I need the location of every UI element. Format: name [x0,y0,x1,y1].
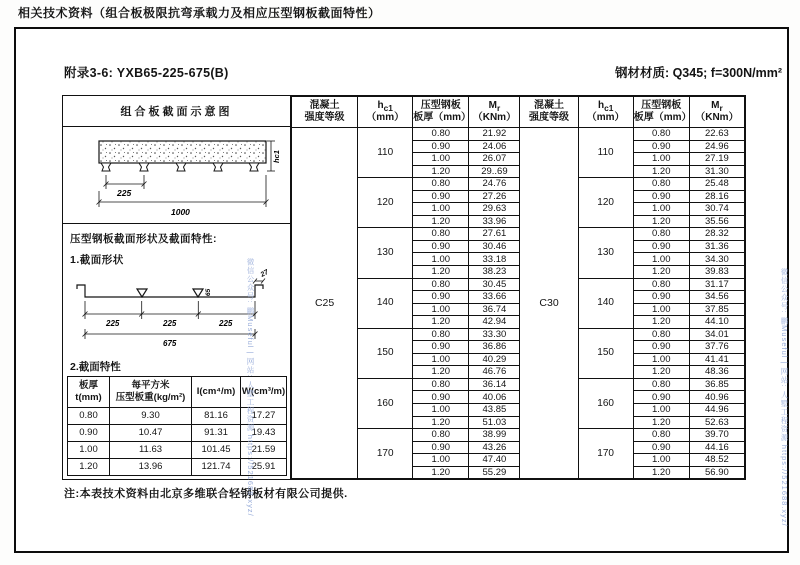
moment-resistance-cell: 39.83 [689,266,744,279]
moment-resistance-cell: 26.07 [469,153,520,166]
moment-resistance-cell: 41.41 [689,353,744,366]
hc1-value-cell: 170 [358,429,413,479]
moment-resistance-cell: 24.06 [469,140,520,153]
moment-resistance-cell: 55.29 [469,466,520,479]
sheet-thickness-cell: 1.00 [633,404,689,417]
slab-rib-spacing-dim: 225 [117,188,132,198]
moment-resistance-cell: 39.70 [689,429,744,442]
moment-resistance-cell: 27.61 [469,228,520,241]
slab-total-width-dim: 1000 [171,207,190,217]
hc1-value-cell: 150 [358,328,413,378]
sheet-thickness-cell: 0.80 [633,378,689,391]
moment-resistance-cell: 36.14 [469,378,520,391]
sheet-thickness-cell: 1.20 [413,266,469,279]
table-row [292,178,745,191]
hc1-value-cell: 130 [578,228,633,278]
moment-resistance-cell: 30.45 [469,278,520,291]
appendix-heading: 附录3-6: YXB65-225-675(B) [64,66,229,80]
header-hc1: $h_{c1}$ （mm） [358,97,413,128]
hc1-value-cell: 110 [358,128,413,178]
moment-resistance-cell: 51.03 [469,416,520,429]
sheet-thickness-cell: 1.20 [413,366,469,379]
sheet-thickness-cell: 0.90 [413,441,469,454]
moment-resistance-cell: 44.96 [689,404,744,417]
inertia-cell: 91.31 [192,425,241,442]
moment-resistance-cell: 46.76 [469,366,520,379]
moment-resistance-cell: 40.96 [689,391,744,404]
moment-resistance-cell: 25.48 [689,178,744,191]
sheet-thickness-cell: 0.80 [633,278,689,291]
hc1-value-cell: 160 [358,378,413,428]
sheet-thickness-cell: 1.20 [633,215,689,228]
weight-cell: 10.47 [110,425,192,442]
table-row [292,228,745,241]
profile-rib-height-dim: 65 [205,288,212,296]
moment-resistance-cell: 33.30 [469,328,520,341]
sheet-thickness-cell: 0.90 [413,240,469,253]
sheet-thickness-cell: 0.90 [633,240,689,253]
thickness-cell: 1.00 [68,442,110,459]
sheet-thickness-cell: 0.90 [633,190,689,203]
header-sheet-thickness: 压型钢板 板厚（mm） [413,97,469,128]
moment-resistance-cell: 34.56 [689,291,744,304]
section-properties-heading: 2.截面特性 [70,361,121,373]
moment-resistance-cell: 48.36 [689,366,744,379]
concrete-grade-cell: C30 [520,128,578,479]
moment-resistance-cell: 31.36 [689,240,744,253]
sheet-thickness-cell: 1.20 [633,366,689,379]
sheet-thickness-cell: 0.80 [413,128,469,141]
sheet-thickness-cell: 0.90 [633,140,689,153]
sheet-thickness-cell: 1.20 [633,165,689,178]
sheet-thickness-cell: 1.00 [633,203,689,216]
sheet-thickness-cell: 1.20 [633,466,689,479]
moment-resistance-cell: 22.63 [689,128,744,141]
sheet-thickness-cell: 1.00 [633,303,689,316]
moment-resistance-cell: 24.96 [689,140,744,153]
profile-seg-dim-1: 225 [106,319,120,328]
sheet-thickness-cell: 0.80 [413,378,469,391]
moment-resistance-cell: 21.92 [469,128,520,141]
sheet-thickness-cell: 0.90 [413,341,469,354]
table-row [292,429,745,442]
sheet-thickness-cell: 1.20 [633,316,689,329]
slab-cross-section-diagram [63,127,290,224]
sheet-thickness-cell: 1.20 [633,416,689,429]
hc1-value-cell: 110 [578,128,633,178]
sheet-thickness-cell: 1.20 [413,165,469,178]
table-row [292,378,745,391]
header-concrete-grade: 混凝土 强度等级 [520,97,578,128]
sheet-thickness-cell: 1.00 [633,253,689,266]
moment-resistance-cell: 56.90 [689,466,744,479]
profile-seg-dim-3: 225 [219,319,233,328]
thickness-cell: 1.20 [68,459,110,476]
moment-resistance-cell: 36.74 [469,303,520,316]
modulus-cell: 17.27 [241,408,287,425]
sheet-thickness-cell: 1.20 [413,466,469,479]
moment-resistance-cell: 43.85 [469,404,520,417]
sheet-thickness-cell: 1.20 [413,416,469,429]
footnote: 注:本表技术资料由北京多维联合轻钢板材有限公司提供. [64,488,348,500]
sheet-thickness-cell: 1.00 [633,153,689,166]
sheet-thickness-cell: 0.90 [633,441,689,454]
header-moment: $M_r$ （KNm） [469,97,520,128]
sheet-thickness-cell: 1.00 [413,303,469,316]
material-spec: 钢材材质: Q345; f=300N/mm² [614,66,782,80]
hc1-value-cell: 150 [578,328,633,378]
hc1-value-cell: 160 [578,378,633,428]
header-hc1: $h_{c1}$ （mm） [578,97,633,128]
left-panel [63,96,291,479]
modulus-cell: 25.91 [241,459,287,476]
sheet-thickness-cell: 0.90 [413,190,469,203]
sheet-thickness-cell: 1.00 [413,404,469,417]
moment-resistance-cell: 40.06 [469,391,520,404]
inertia-cell: 81.16 [192,408,241,425]
moment-resistance-cell: 37.85 [689,303,744,316]
col-inertia: I(cm⁴/m) [192,377,241,408]
moment-resistance-cell: 52.63 [689,416,744,429]
moment-resistance-cell: 29.63 [469,203,520,216]
moment-resistance-cell: 24.76 [469,178,520,191]
weight-cell: 11.63 [110,442,192,459]
moment-resistance-cell: 31.17 [689,278,744,291]
hc1-value-cell: 140 [578,278,633,328]
table-row [292,328,745,341]
sheet-thickness-cell: 0.80 [413,178,469,191]
watermark-text: 微信公众号: 鹏Museful | 网站: 人墅工程资源 https://521688.xyz/ [246,258,255,517]
modulus-cell: 21.59 [241,442,287,459]
sheet-thickness-cell: 1.00 [413,253,469,266]
sheet-thickness-cell: 1.00 [633,454,689,467]
sheet-thickness-cell: 0.80 [413,429,469,442]
moment-resistance-cell: 33.66 [469,291,520,304]
header-concrete-grade: 混凝土 强度等级 [292,97,358,128]
header-moment: $M_r$ （KNm） [689,97,744,128]
col-thickness: 板厚 t(mm) [68,377,110,408]
sheet-thickness-cell: 0.80 [633,328,689,341]
weight-cell: 13.96 [110,459,192,476]
sheet-thickness-cell: 0.80 [633,429,689,442]
header-sheet-thickness: 压型钢板 板厚（mm） [633,97,689,128]
moment-resistance-cell: 36.86 [469,341,520,354]
moment-resistance-cell: 31.30 [689,165,744,178]
sheet-thickness-cell: 0.90 [633,391,689,404]
sheet-thickness-cell: 1.00 [413,153,469,166]
moment-resistance-cell: 42.94 [469,316,520,329]
sheet-thickness-cell: 1.20 [633,266,689,279]
sheet-thickness-cell: 0.90 [633,341,689,354]
moment-resistance-cell: 33.96 [469,215,520,228]
moment-resistance-cell: 48.52 [689,454,744,467]
hc1-value-cell: 120 [358,178,413,228]
sheet-thickness-cell: 0.90 [413,391,469,404]
main-table [62,95,746,480]
moment-resistance-cell: 34.30 [689,253,744,266]
sheet-thickness-cell: 0.90 [633,291,689,304]
sheet-thickness-cell: 1.20 [413,215,469,228]
sheet-thickness-cell: 0.80 [633,178,689,191]
hc1-value-cell: 130 [358,228,413,278]
table-row [292,278,745,291]
hc1-value-cell: 140 [358,278,413,328]
capacity-data [291,96,745,479]
watermark-text: 微信公众号: 鹏Museful | 网站: 人墅工程资源 https://521688.xyz/ [780,268,789,527]
moment-resistance-cell: 28.32 [689,228,744,241]
sheet-thickness-cell: 0.80 [413,228,469,241]
concrete-grade-cell: C25 [292,128,358,479]
sheet-thickness-cell: 0.80 [633,128,689,141]
deck-properties-heading: 压型钢板截面形状及截面特性: [70,233,217,245]
main-header-row [292,97,745,128]
page-title: 相关技术资料（组合板极限抗弯承载力及相应压型钢板截面特性） [18,6,381,20]
moment-resistance-cell: 33.18 [469,253,520,266]
inertia-cell: 121.74 [192,459,241,476]
moment-resistance-cell: 30.46 [469,240,520,253]
table-row [292,128,745,141]
col-modulus: W(cm³/m) [241,377,287,408]
hc1-value-cell: 120 [578,178,633,228]
moment-resistance-cell: 27.19 [689,153,744,166]
moment-resistance-cell: 44.16 [689,441,744,454]
section-diagram-title: 组合板截面示意图 [63,96,290,127]
profile-total-dim: 675 [163,339,177,348]
moment-resistance-cell: 43.26 [469,441,520,454]
moment-resistance-cell: 27.26 [469,190,520,203]
moment-resistance-cell: 36.85 [689,378,744,391]
inertia-cell: 101.45 [192,442,241,459]
hc1-value-cell: 170 [578,429,633,479]
moment-resistance-cell: 47.40 [469,454,520,467]
sheet-thickness-cell: 1.20 [413,316,469,329]
moment-resistance-cell: 37.76 [689,341,744,354]
moment-resistance-cell: 28.16 [689,190,744,203]
weight-cell: 9.30 [110,408,192,425]
moment-resistance-cell: 30.74 [689,203,744,216]
sheet-thickness-cell: 1.00 [633,353,689,366]
moment-resistance-cell: 34.01 [689,328,744,341]
sheet-thickness-cell: 0.80 [633,228,689,241]
sheet-thickness-cell: 0.80 [413,278,469,291]
thickness-cell: 0.90 [68,425,110,442]
sheet-thickness-cell: 1.00 [413,203,469,216]
slab-height-label: hc1 [272,150,281,163]
section-shape-heading: 1.截面形状 [70,254,124,266]
sheet-thickness-cell: 1.00 [413,353,469,366]
profile-seg-dim-2: 225 [163,319,177,328]
sheet-thickness-cell: 1.00 [413,454,469,467]
moment-resistance-cell: 35.56 [689,215,744,228]
profile-top-flange-dim: 27 [259,269,270,279]
moment-resistance-cell: 38.99 [469,429,520,442]
sheet-thickness-cell: 0.90 [413,291,469,304]
thickness-cell: 0.80 [68,408,110,425]
modulus-cell: 19.43 [241,425,287,442]
sheet-thickness-cell: 0.80 [413,328,469,341]
col-weight: 每平方米 压型板重(kg/m²) [110,377,192,408]
sheet-thickness-cell: 0.90 [413,140,469,153]
moment-resistance-cell: 40.29 [469,353,520,366]
moment-resistance-cell: 44.10 [689,316,744,329]
moment-resistance-cell: 38.23 [469,266,520,279]
moment-resistance-cell: 29..69 [469,165,520,178]
